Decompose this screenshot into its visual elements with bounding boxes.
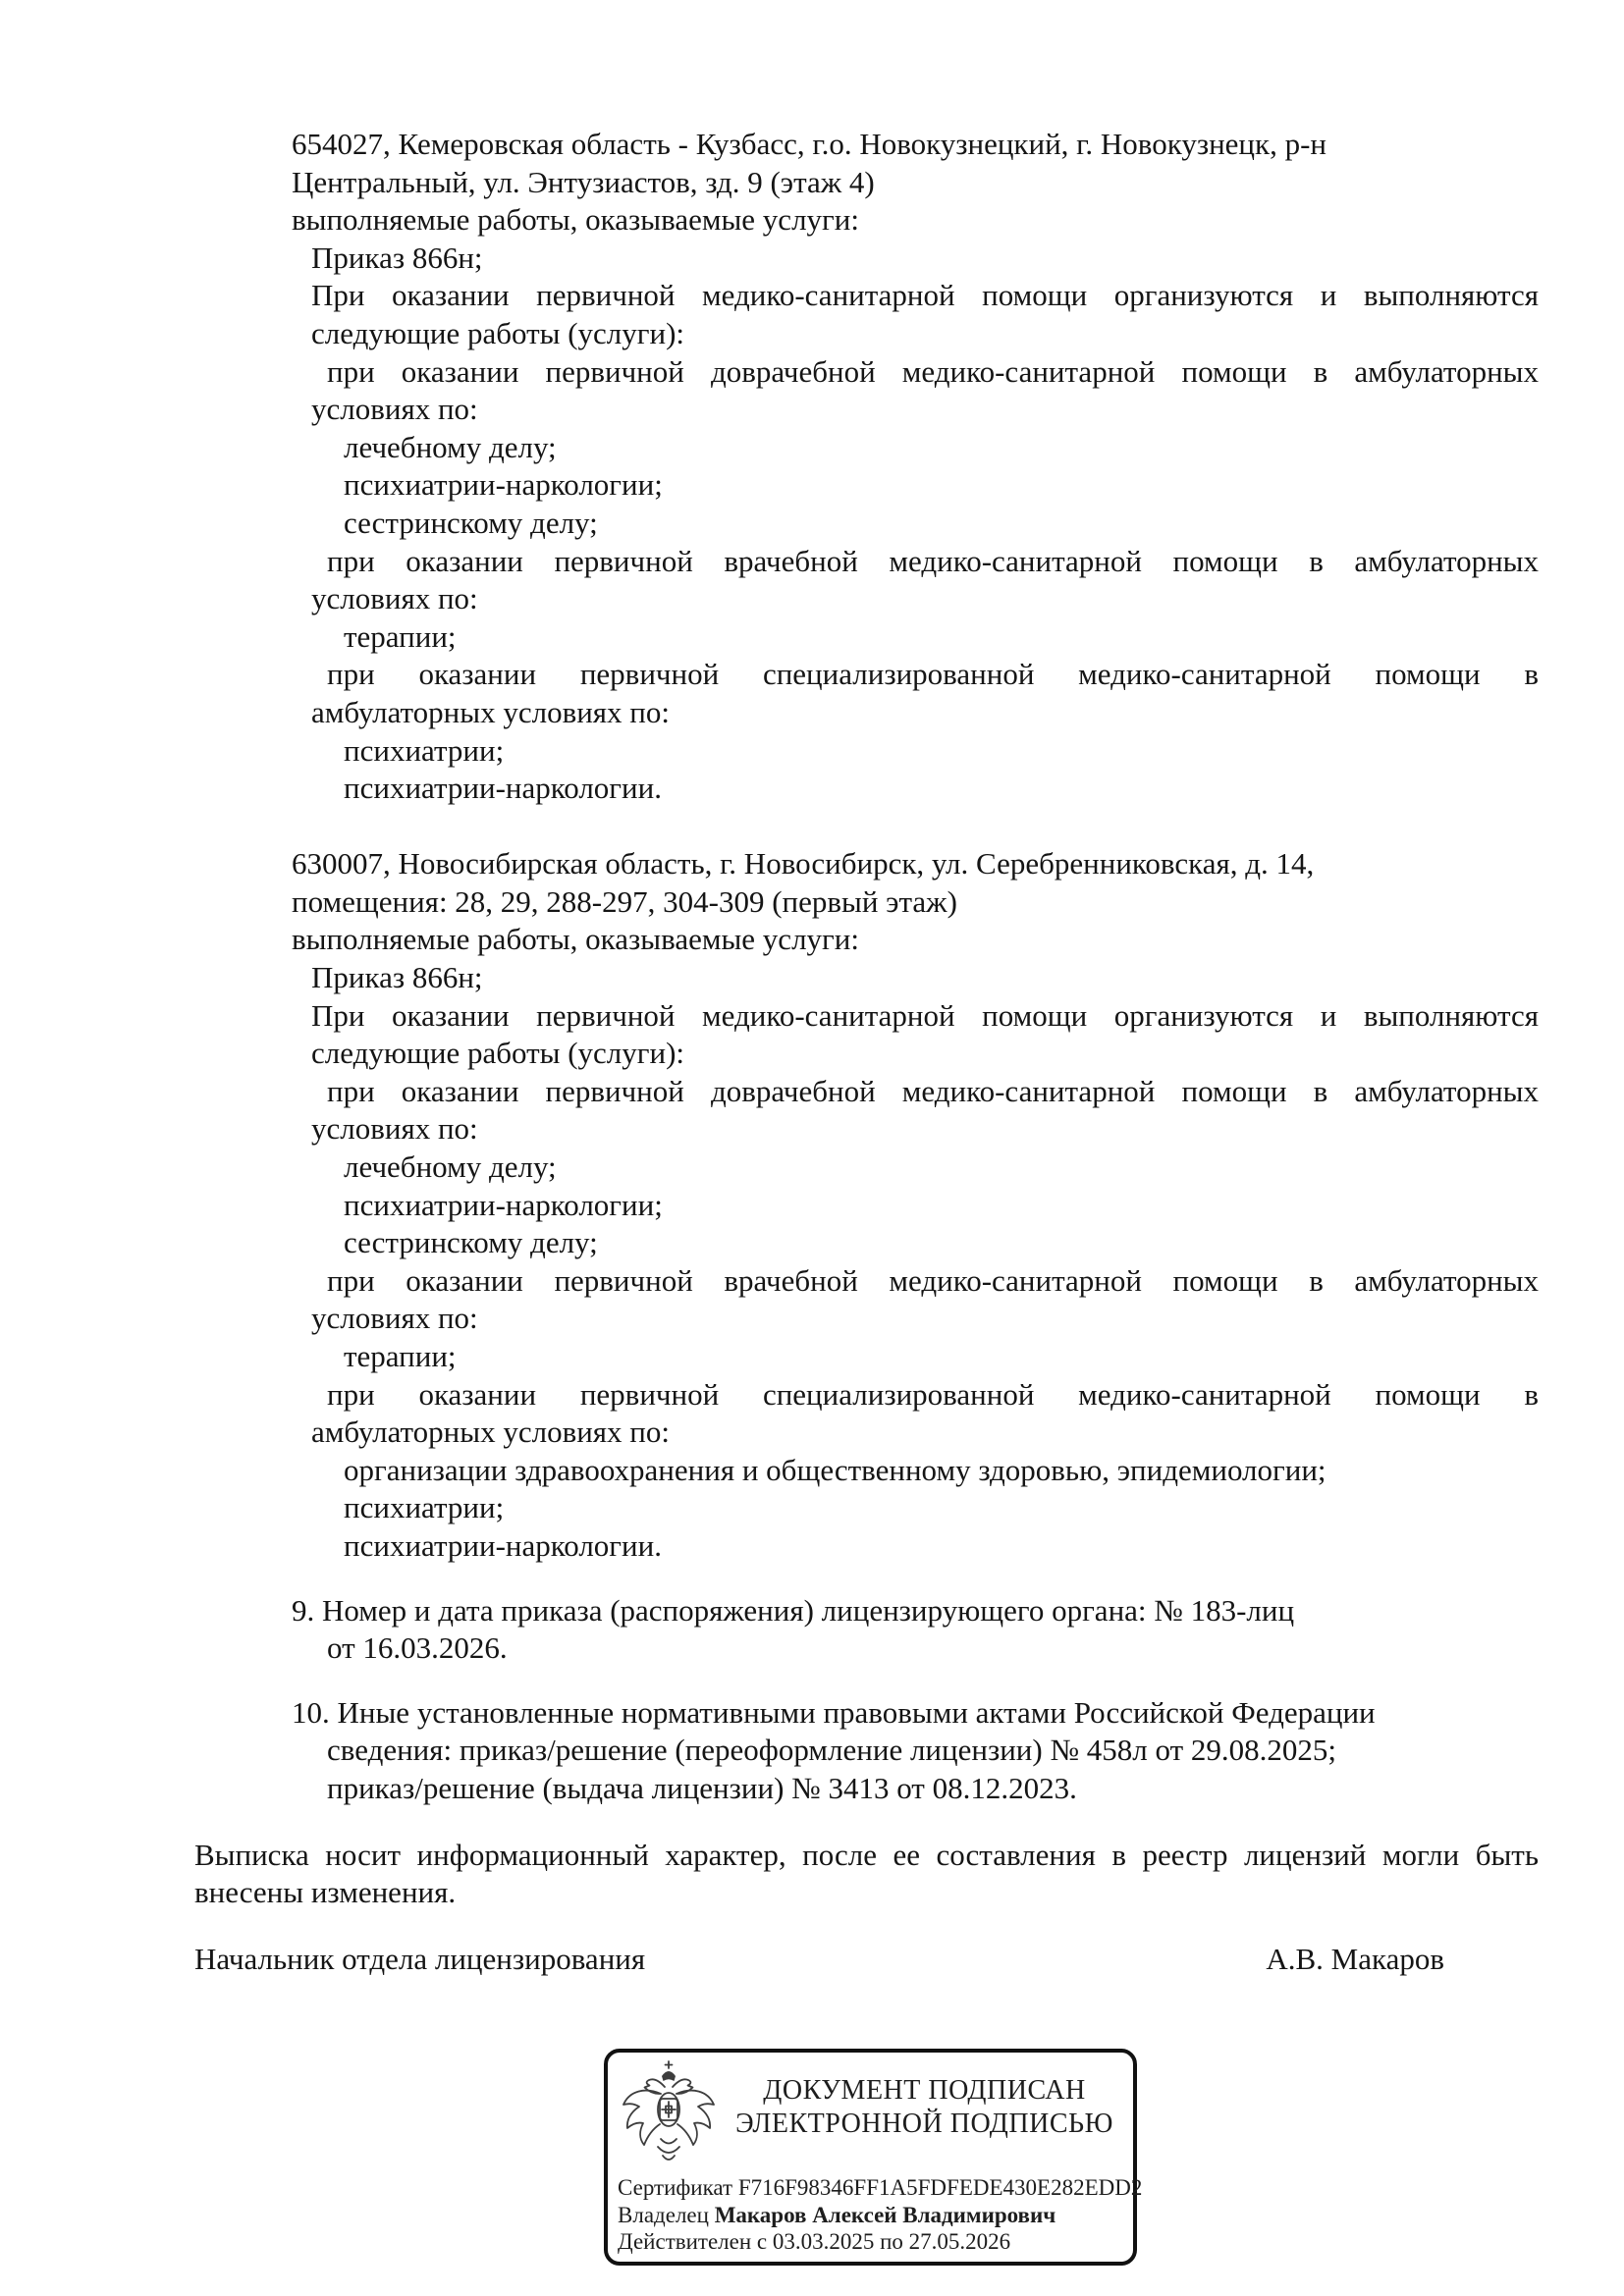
text-line: при оказании первичной доврачебной медико-санитарной помощи в амбулаторных [327,1073,1539,1108]
certificate-value: F716F98346FF1A5FDFEDE430E282EDD2 [737,2175,1143,2200]
text-line: приказ/решение (выдача лицензии) № 3413 от 08.12.2023. [327,1770,1077,1805]
stamp-title-line1: ДОКУМЕНТ ПОДПИСАН [763,2075,1086,2106]
text-line: при оказании первичной врачебной медико-санитарной помощи в амбулаторных [327,1262,1539,1298]
signer-position: Начальник отдела лицензирования [194,1941,646,1976]
text-line: следующие работы (услуги): [311,315,685,350]
address-line: помещения: 28, 29, 288-297, 304-309 (первый этаж) [292,883,957,919]
service-line: психиатрии-наркологии. [344,1527,662,1563]
text-line: условиях по: [311,392,478,427]
certificate-label: Сертификат [618,2175,733,2200]
stamp-owner-line [618,2202,1125,2229]
service-line: психиатрии-наркологии; [344,1187,663,1222]
text-line: 10. Иные установленные нормативными правовыми актами Российской Федерации [292,1694,1376,1730]
info-note [194,1837,1539,1912]
site2-block [292,845,1539,1565]
service-line: терапии; [344,1339,457,1373]
site1-block [292,126,1539,808]
owner-label: Владелец [618,2202,709,2227]
text-line: сведения: приказ/решение (переоформление лицензии) № 458л от 29.08.2025; [327,1733,1336,1768]
stamp-title [724,2074,1125,2141]
text-line: Выписка носит информационный характер, после ее составления в реестр лицензий могли быть [194,1837,1539,1872]
text-line: выполняемые работы, оказываемые услуги: [292,202,859,238]
text-line: При оказании первичной медико-санитарной помощи организуются и выполняются [311,278,1539,313]
roszdravnadzor-emblem-icon [620,2060,718,2170]
text-line: при оказании первичной специализированной медико-санитарной помощи в [327,1376,1539,1412]
service-line: сестринскому делу; [344,505,598,540]
service-line: психиатрии-наркологии; [344,467,663,503]
service-line: лечебному делу; [344,429,557,464]
service-line: психиатрии; [344,1490,505,1525]
item-10 [292,1694,1539,1808]
service-line: терапии; [344,618,457,654]
service-line: сестринскому делу; [344,1225,598,1260]
text-line: условиях по: [311,1301,478,1336]
text-line: при оказании первичной доврачебной медико-санитарной помощи в амбулаторных [327,353,1539,389]
text-line: при оказании первичной специализированной медико-санитарной помощи в [327,657,1539,692]
text-line: Приказ 866н; [311,960,483,995]
signer-name: А.В. Макаров [1266,1941,1444,1976]
service-line: лечебному делу; [344,1149,557,1185]
text-line: амбулаторных условиях по: [311,1415,671,1450]
text-line: внесены изменения. [194,1875,457,1910]
service-line: психиатрии-наркологии. [344,771,662,806]
address-line: 630007, Новосибирская область, г. Новосибирск, ул. Серебренниковская, д. 14, [292,846,1315,881]
text-line: следующие работы (услуги): [311,1036,685,1071]
stamp-title-line2: ЭЛЕКТРОННОЙ ПОДПИСЬЮ [735,2109,1113,2139]
address-line: 654027, Кемеровская область - Кузбасс, г.о. Новокузнецкий, г. Новокузнецк, р-н [292,127,1326,161]
stamp-certificate-line [618,2174,1143,2202]
text-line: При оказании первичной медико-санитарной помощи организуются и выполняются [311,997,1539,1033]
service-line: организации здравоохранения и общественному здоровью, эпидемиологии; [344,1452,1326,1487]
text-line: Приказ 866н; [311,240,483,275]
owner-name: Макаров Алексей Владимирович [714,2202,1056,2227]
text-line: условиях по: [311,1111,478,1147]
stamp-validity-line: Действителен с 03.03.2025 по 27.05.2026 [618,2229,1011,2254]
text-line: при оказании первичной врачебной медико-санитарной помощи в амбулаторных [327,543,1539,578]
electronic-signature-stamp [604,2049,1143,2266]
document-body [194,126,1539,1978]
service-line: психиатрии; [344,732,505,768]
text-line: 9. Номер и дата приказа (распоряжения) лицензирующего органа: № 183-лиц [292,1592,1295,1628]
text-line: выполняемые работы, оказываемые услуги: [292,922,859,957]
item-9 [292,1592,1539,1668]
address-line: Центральный, ул. Энтузиастов, зд. 9 (этаж 4) [292,164,875,199]
stamp-meta [618,2174,1143,2256]
text-line: условиях по: [311,581,478,616]
signature-row [194,1941,1444,1979]
text-line: амбулаторных условиях по: [311,694,671,729]
text-line: от 16.03.2026. [327,1630,508,1666]
